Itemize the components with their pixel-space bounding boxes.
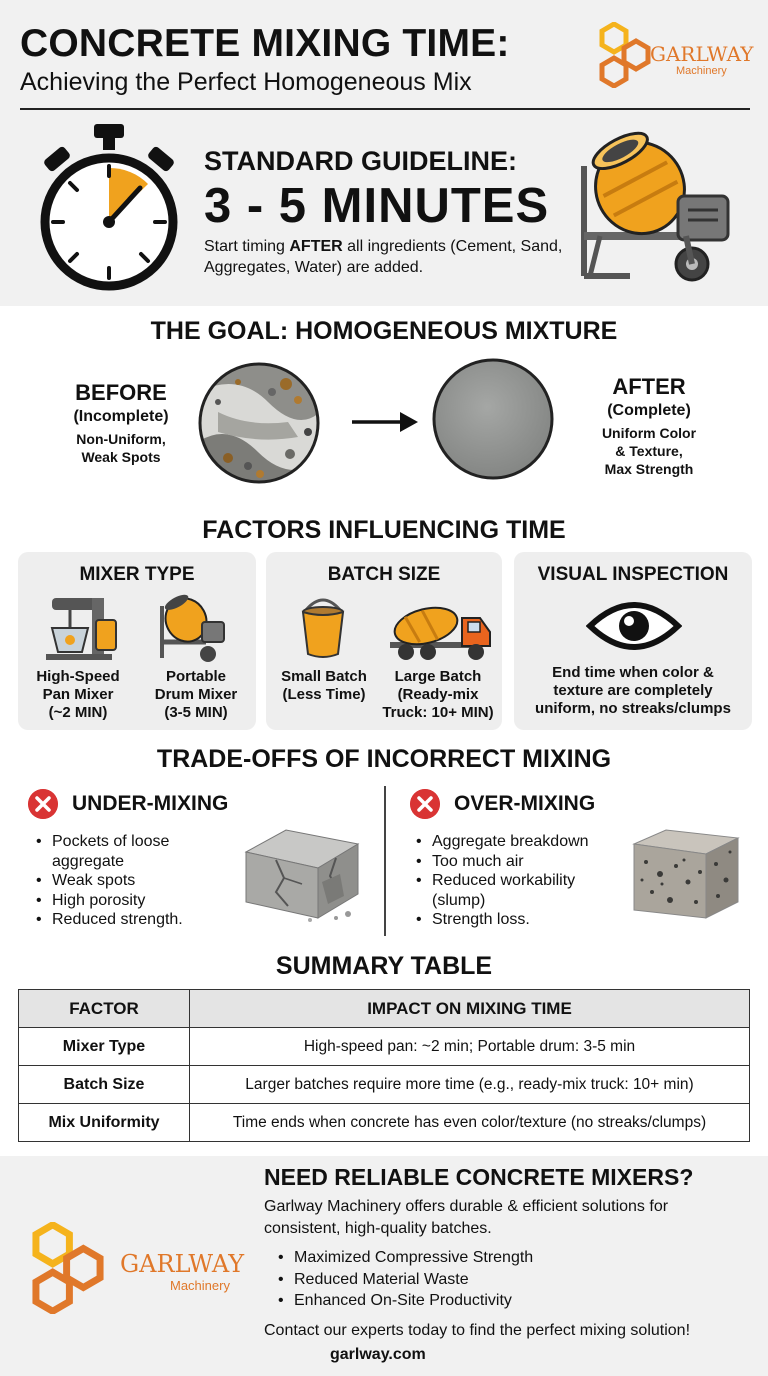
goal-title: THE GOAL: HOMOGENEOUS MIXTURE (150, 317, 618, 345)
drum-mixer-icon (570, 126, 740, 286)
summary-table (18, 989, 750, 1142)
table-cell-factor: Batch Size (19, 1066, 190, 1104)
under-mixing-heading: UNDER-MIXING (72, 792, 229, 815)
list-item: • Reduced workability (414, 871, 624, 891)
factors-title: FACTORS INFLUENCING TIME (202, 516, 566, 544)
visual-inspection-card (514, 552, 752, 730)
after-subheading: (Complete) (607, 402, 691, 419)
table-header-factor: FACTOR (19, 990, 190, 1028)
list-item: • Aggregate breakdown (414, 832, 624, 852)
pan-mixer-line-3: (~2 MIN) (48, 704, 108, 721)
brand-logo (592, 22, 752, 88)
logo-name: GARLWAY (650, 42, 754, 66)
guideline-desc-post: all ingredients (Cement, Sand, Aggregates, Water) are added. (204, 238, 563, 276)
pan-mixer-line-2: Pan Mixer (42, 686, 114, 703)
table-row (19, 1066, 750, 1104)
cta-description: Garlway Machinery offers durable & efficient solutions for consistent, high-quality batches. (264, 1198, 669, 1237)
mixer-type-title: MIXER TYPE (79, 564, 195, 585)
bucket-icon (298, 596, 348, 660)
x-circle-icon (28, 789, 58, 819)
before-subheading: (Incomplete) (73, 408, 169, 425)
visual-inspection-caption (518, 664, 748, 718)
after-mix-image (432, 358, 554, 480)
large-batch-line-2: (Ready-mix (397, 686, 479, 703)
table-cell-impact: Time ends when concrete has even color/texture (no streaks/clumps) (190, 1104, 750, 1142)
website-link[interactable]: garlway.com (330, 1346, 426, 1363)
header-divider (20, 108, 750, 110)
batch-size-card (266, 552, 502, 730)
large-batch-line-1: Large Batch (394, 668, 482, 685)
large-batch-caption (376, 668, 500, 722)
table-header-row (19, 990, 750, 1028)
guideline-value: 3 - 5 MINUTES (204, 179, 550, 233)
mixer-type-card (18, 552, 256, 730)
list-item: • Weak spots (34, 871, 244, 891)
table-cell-impact: High-speed pan: ~2 min; Portable drum: 3-5 min (190, 1028, 750, 1066)
cta-contact: Contact our experts today to find the perfect mixing solution! (264, 1322, 691, 1339)
logo-tagline: Machinery (676, 65, 727, 77)
after-desc-line-2: & Texture, (615, 443, 683, 459)
tradeoffs-title: TRADE-OFFS OF INCORRECT MIXING (156, 745, 612, 773)
list-item: • Enhanced On-Site Productivity (276, 1290, 533, 1312)
drum-mixer-line-1: Portable (165, 668, 226, 685)
drum-mixer-line-2: Drum Mixer (154, 686, 238, 703)
before-desc-line-1: Non-Uniform, (76, 431, 166, 447)
cracked-concrete-image (236, 822, 366, 922)
footer-brand-logo (22, 1222, 245, 1314)
table-cell-factor: Mix Uniformity (19, 1104, 190, 1142)
table-row (19, 1104, 750, 1142)
list-item: • Maximized Compressive Strength (276, 1247, 533, 1269)
pan-mixer-caption (22, 668, 134, 722)
list-item: • Too much air (414, 852, 624, 872)
hexagon-logo-icon (592, 22, 658, 88)
visual-inspection-title: VISUAL INSPECTION (537, 564, 729, 585)
over-mixing-list (414, 832, 624, 930)
summary-title: SUMMARY TABLE (275, 952, 493, 980)
table-row (19, 1028, 750, 1066)
tradeoffs-divider (384, 786, 386, 936)
goal-before (56, 380, 186, 466)
footer-logo-name: GARLWAY (120, 1250, 245, 1278)
list-item: (slump) (432, 891, 486, 909)
table-cell-impact: Larger batches require more time (e.g., ready-mix truck: 10+ min) (190, 1066, 750, 1104)
guideline-label: STANDARD GUIDELINE: (204, 146, 517, 176)
page-subtitle: Achieving the Perfect Homogeneous Mix (20, 68, 472, 96)
visual-desc-line-3: uniform, no streaks/clumps (535, 700, 731, 717)
visual-desc-line-2: texture are completely (553, 682, 713, 699)
list-item: • Reduced strength. (34, 910, 244, 930)
footer-logo-tagline: Machinery (170, 1278, 230, 1293)
pan-mixer-line-1: High-Speed (36, 668, 120, 685)
stopwatch-icon (36, 122, 182, 294)
list-item: • Strength loss. (414, 910, 624, 930)
list-item: • High porosity (34, 891, 244, 911)
goal-after (584, 374, 714, 478)
cta-title: NEED RELIABLE CONCRETE MIXERS? (264, 1164, 694, 1190)
small-batch-line-2: (Less Time) (282, 686, 366, 703)
table-header-impact: IMPACT ON MIXING TIME (190, 990, 750, 1028)
batch-size-title: BATCH SIZE (327, 564, 441, 585)
after-desc-line-3: Max Strength (604, 461, 694, 477)
porous-concrete-image (626, 822, 744, 922)
cta-benefits-list (276, 1247, 533, 1312)
visual-desc-line-1: End time when color & (552, 664, 714, 681)
guideline-desc-pre: Start timing (204, 238, 290, 255)
guideline-description (204, 236, 574, 278)
under-mixing-list (34, 832, 244, 930)
small-batch-caption (270, 668, 378, 704)
after-heading: AFTER (612, 374, 686, 399)
guideline-desc-bold: AFTER (289, 238, 343, 255)
list-item: • Pockets of loose (34, 832, 244, 852)
before-mix-image (198, 362, 320, 484)
drum-mixer-caption (140, 668, 252, 722)
over-mixing-heading: OVER-MIXING (454, 792, 596, 815)
before-desc-line-2: Weak Spots (81, 449, 161, 465)
before-heading: BEFORE (75, 380, 167, 405)
page-title: CONCRETE MIXING TIME: (20, 22, 510, 65)
small-batch-line-1: Small Batch (281, 668, 367, 685)
x-circle-icon (410, 789, 440, 819)
eye-icon (586, 598, 682, 654)
list-item: aggregate (52, 852, 125, 870)
list-item: • Reduced Material Waste (276, 1269, 533, 1291)
large-batch-line-3: Truck: 10+ MIN) (382, 704, 494, 721)
hexagon-logo-icon (22, 1222, 114, 1314)
table-cell-factor: Mixer Type (19, 1028, 190, 1066)
pan-mixer-icon (40, 594, 120, 662)
after-desc-line-1: Uniform Color (601, 425, 697, 441)
portable-drum-mixer-icon (156, 592, 228, 664)
mixer-truck-icon (386, 600, 494, 662)
arrow-right-icon (350, 410, 420, 434)
drum-mixer-line-3: (3-5 MIN) (164, 704, 228, 721)
